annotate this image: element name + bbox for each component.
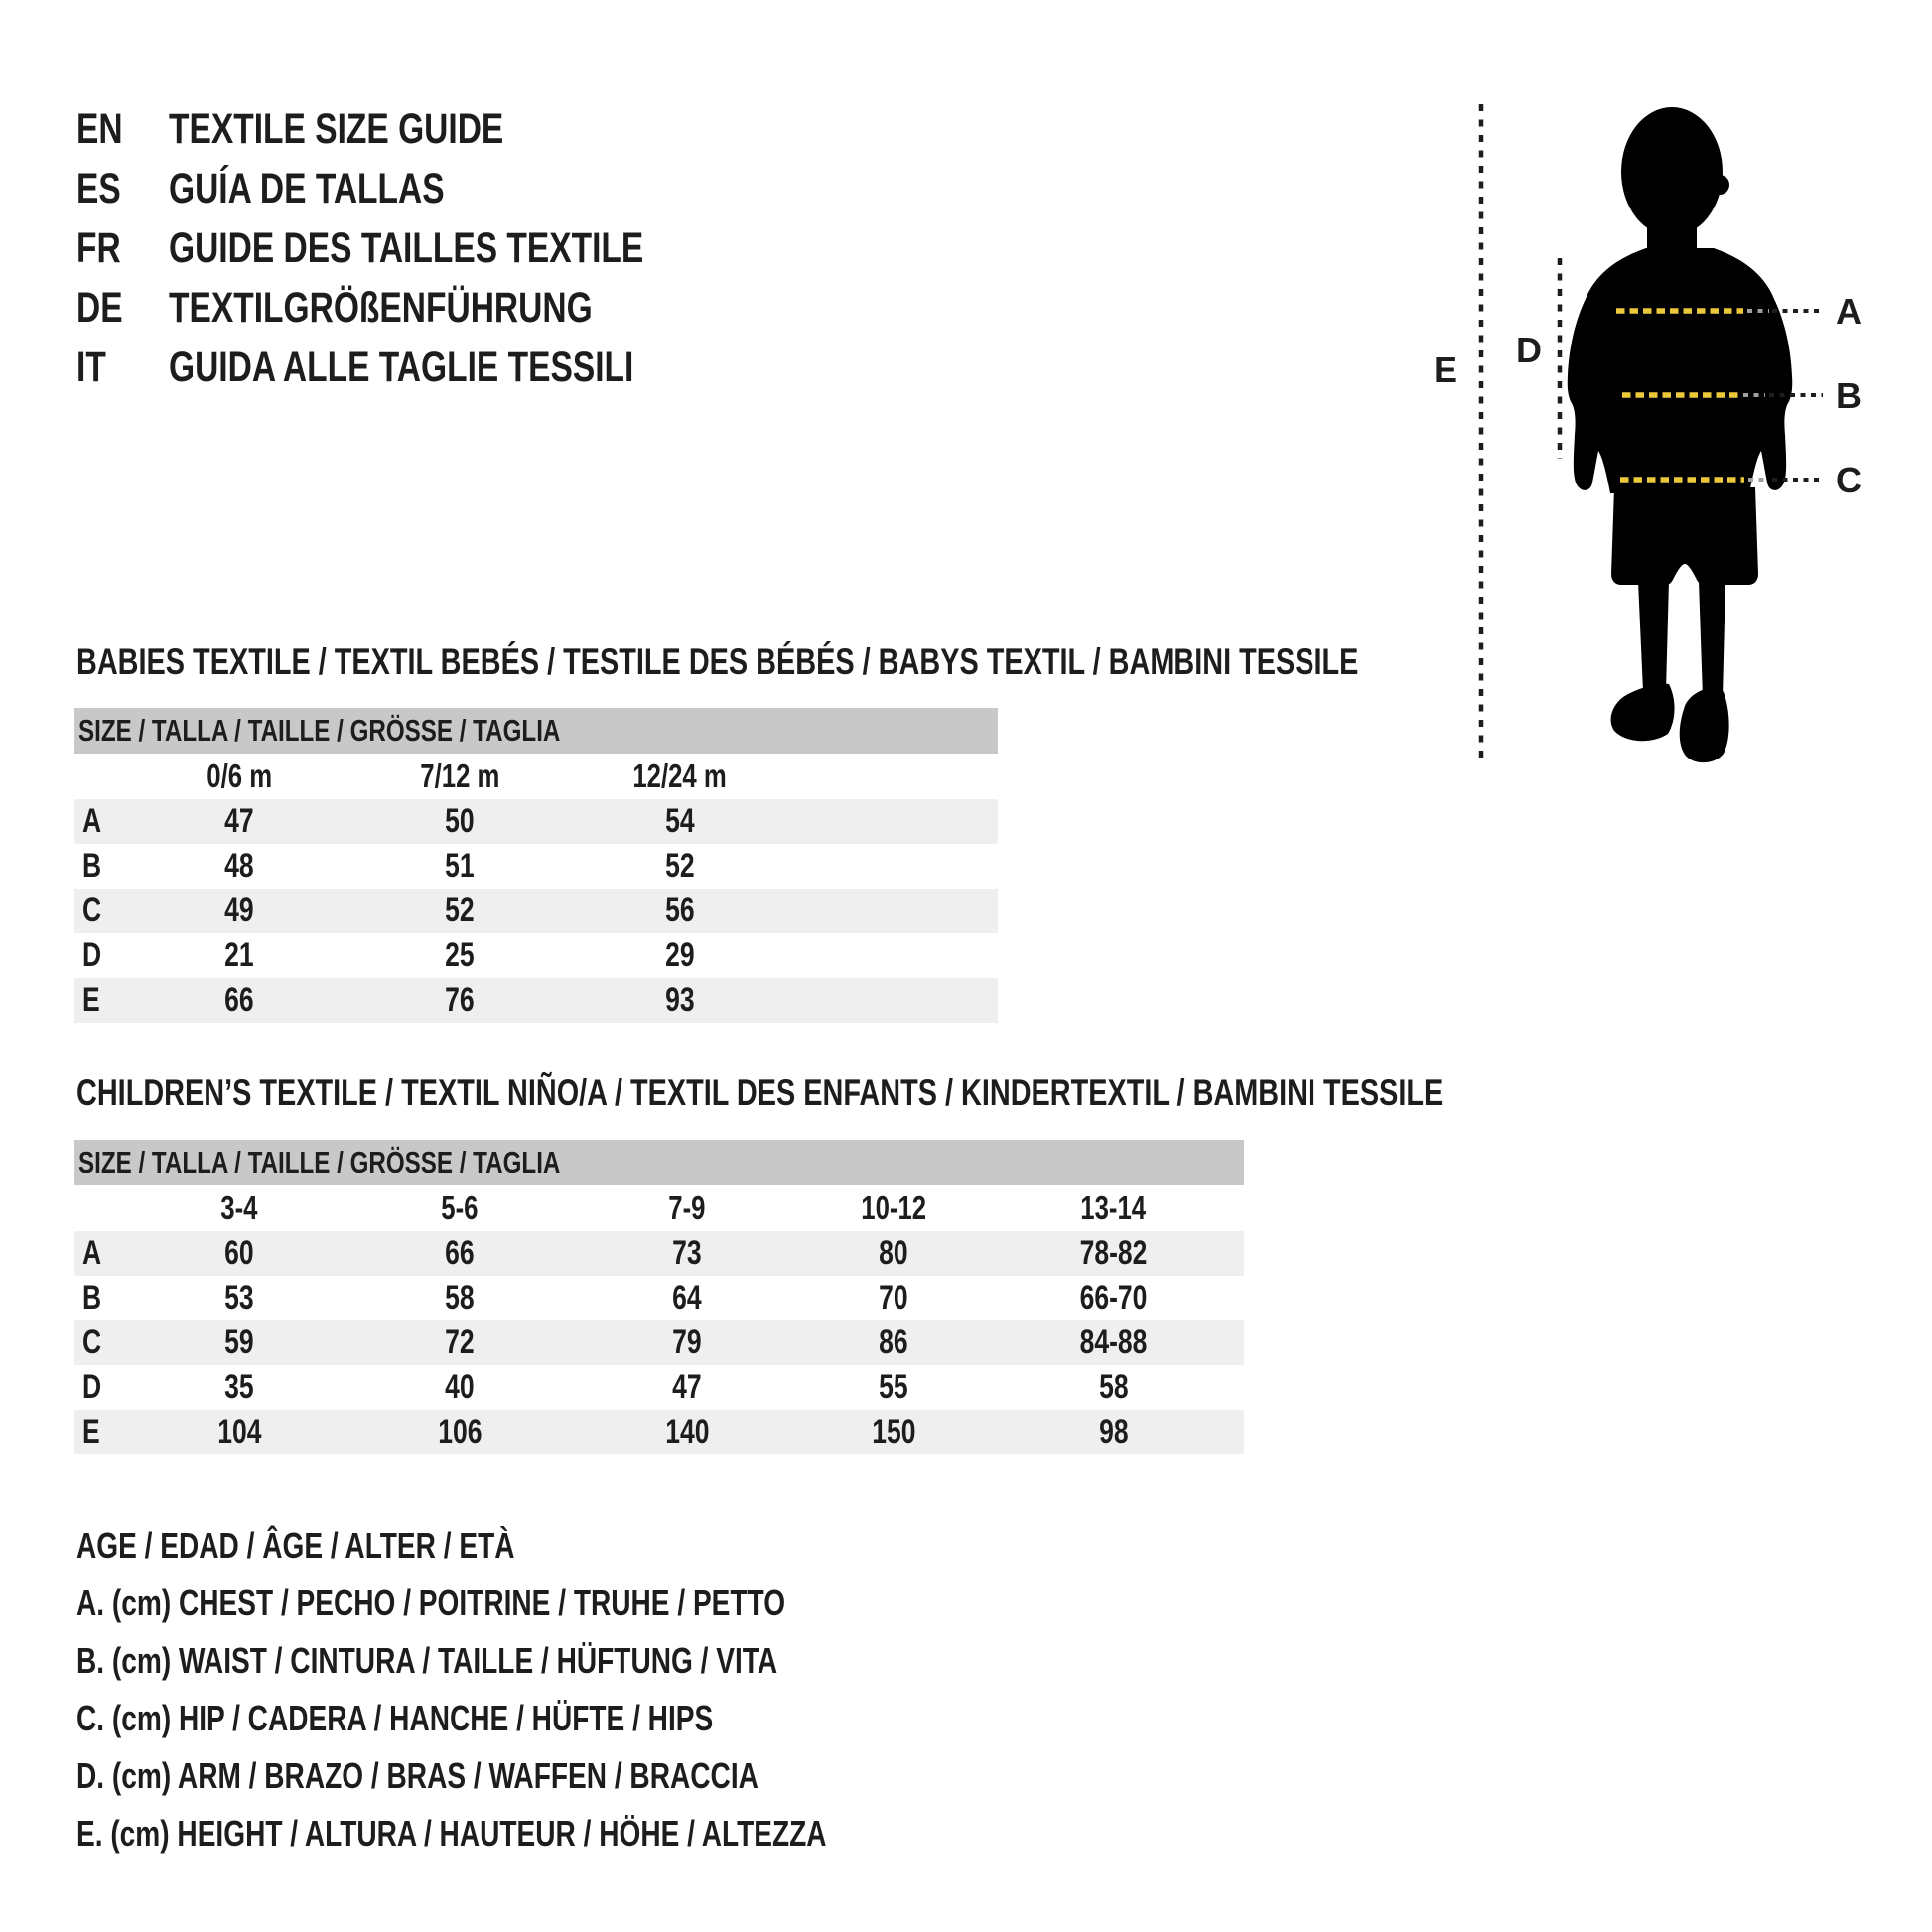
size-value: 98 (1098, 1413, 1129, 1450)
row-label: D (82, 936, 102, 974)
children-row-e (74, 1410, 1244, 1454)
size-value: 73 (672, 1234, 702, 1272)
size-value: 40 (445, 1368, 475, 1406)
children-row-c (74, 1320, 1244, 1365)
guide-title-it: GUIDA ALLE TAGLIE TESSILI (169, 343, 634, 391)
figure-label-a: A (1836, 291, 1862, 332)
size-value: 150 (871, 1413, 916, 1450)
legend-hip: C. (cm) HIP / CADERA / HANCHE / HÜFTE / HIPS (76, 1698, 714, 1738)
lang-row-de (76, 278, 777, 338)
babies-row-a (74, 799, 998, 844)
size-value: 64 (672, 1279, 702, 1316)
size-value: 80 (879, 1234, 908, 1272)
children-column-header-row (74, 1185, 1244, 1231)
children-row-b (74, 1276, 1244, 1320)
guide-title-en: TEXTILE SIZE GUIDE (169, 104, 504, 153)
size-value: 76 (445, 981, 475, 1019)
size-value: 59 (224, 1323, 254, 1361)
lang-code: EN (76, 104, 123, 153)
size-value: 49 (224, 892, 254, 929)
lang-code: IT (76, 343, 106, 391)
lang-row-fr (76, 218, 777, 278)
size-value: 78-82 (1079, 1234, 1148, 1272)
size-value: 52 (445, 892, 475, 929)
babies-row-e (74, 978, 998, 1023)
size-value: 53 (224, 1279, 254, 1316)
legend-chest: A. (cm) CHEST / PECHO / POITRINE / TRUHE / PETTO (76, 1583, 786, 1623)
row-label: E (82, 981, 100, 1019)
lang-row-it (76, 338, 777, 397)
row-label: A (82, 802, 102, 840)
row-label: E (82, 1413, 100, 1450)
size-value: 50 (445, 802, 475, 840)
size-value: 66 (224, 981, 254, 1019)
column-header: 7/12 m (419, 758, 500, 794)
column-header: 5-6 (441, 1189, 479, 1226)
size-value: 106 (437, 1413, 483, 1450)
size-value: 140 (664, 1413, 710, 1450)
guide-title-fr: GUIDE DES TAILLES TEXTILE (169, 223, 644, 272)
legend-arm: D. (cm) ARM / BRAZO / BRAS / WAFFEN / BRACCIA (76, 1755, 759, 1796)
lang-code: FR (76, 223, 121, 272)
row-label: C (82, 1323, 102, 1361)
size-value: 55 (879, 1368, 908, 1406)
lang-code: ES (76, 164, 121, 212)
size-value: 48 (224, 847, 254, 885)
size-value: 70 (879, 1279, 908, 1316)
size-value: 52 (665, 847, 695, 885)
children-section-title: CHILDREN’S TEXTILE / TEXTIL NIÑO/A / TEXTIL DES ENFANTS / KINDERTEXTIL / BAMBINI TESSILE (76, 1072, 1444, 1113)
size-value: 79 (672, 1323, 702, 1361)
row-label: A (82, 1234, 102, 1272)
row-label: B (82, 1279, 102, 1316)
size-value: 72 (445, 1323, 475, 1361)
column-header: 10-12 (861, 1189, 926, 1226)
babies-row-b (74, 844, 998, 889)
size-value: 29 (665, 936, 695, 974)
lang-row-en (76, 99, 777, 159)
babies-column-header-row (74, 754, 998, 799)
column-header: 0/6 m (207, 758, 272, 794)
children-size-header-bar: SIZE / TALLA / TAILLE / GRÖSSE / TAGLIA (74, 1140, 1244, 1185)
size-value: 58 (445, 1279, 475, 1316)
column-header: 13-14 (1080, 1189, 1147, 1226)
language-title-block (76, 99, 777, 397)
size-value: 51 (445, 847, 475, 885)
size-value: 84-88 (1079, 1323, 1148, 1361)
size-value: 35 (224, 1368, 254, 1406)
size-value: 47 (672, 1368, 702, 1406)
measurement-figure (1420, 60, 1932, 794)
guide-title-es: GUÍA DE TALLAS (169, 164, 445, 212)
row-label: C (82, 892, 102, 929)
legend-waist: B. (cm) WAIST / CINTURA / TAILLE / HÜFTUNG / VITA (76, 1640, 778, 1681)
figure-label-c: C (1836, 460, 1862, 500)
size-value: 21 (224, 936, 254, 974)
size-value: 25 (445, 936, 475, 974)
figure-label-e: E (1433, 349, 1458, 390)
size-value: 54 (665, 802, 695, 840)
size-value: 56 (665, 892, 695, 929)
size-value: 104 (216, 1413, 262, 1450)
figure-label-d: D (1516, 330, 1542, 370)
row-label: D (82, 1368, 102, 1406)
row-label: B (82, 847, 102, 885)
measurement-legend (76, 1517, 1038, 1863)
lang-code: DE (76, 283, 123, 332)
children-row-a (74, 1231, 1244, 1276)
size-value: 66 (445, 1234, 475, 1272)
children-row-d (74, 1365, 1244, 1410)
babies-size-table (74, 708, 998, 1023)
guide-title-de: TEXTILGRÖßENFÜHRUNG (169, 283, 593, 332)
column-header: 3-4 (220, 1189, 258, 1226)
size-value: 93 (665, 981, 695, 1019)
babies-row-d (74, 933, 998, 978)
size-value: 66-70 (1079, 1279, 1148, 1316)
legend-age: AGE / EDAD / ÂGE / ALTER / ETÀ (76, 1525, 515, 1566)
size-value: 47 (224, 802, 254, 840)
children-size-table (74, 1140, 1244, 1454)
figure-label-b: B (1836, 375, 1862, 416)
babies-section-title: BABIES TEXTILE / TEXTIL BEBÉS / TESTILE DES BÉBÉS / BABYS TEXTIL / BAMBINI TESSILE (76, 641, 1359, 682)
lang-row-es (76, 159, 777, 218)
column-header: 12/24 m (632, 758, 728, 794)
size-value: 86 (879, 1323, 908, 1361)
column-header: 7-9 (668, 1189, 706, 1226)
size-value: 58 (1098, 1368, 1129, 1406)
legend-height: E. (cm) HEIGHT / ALTURA / HAUTEUR / HÖHE / ALTEZZA (76, 1813, 827, 1854)
babies-row-c (74, 889, 998, 933)
babies-size-header-bar: SIZE / TALLA / TAILLE / GRÖSSE / TAGLIA (74, 708, 998, 754)
size-value: 60 (224, 1234, 254, 1272)
